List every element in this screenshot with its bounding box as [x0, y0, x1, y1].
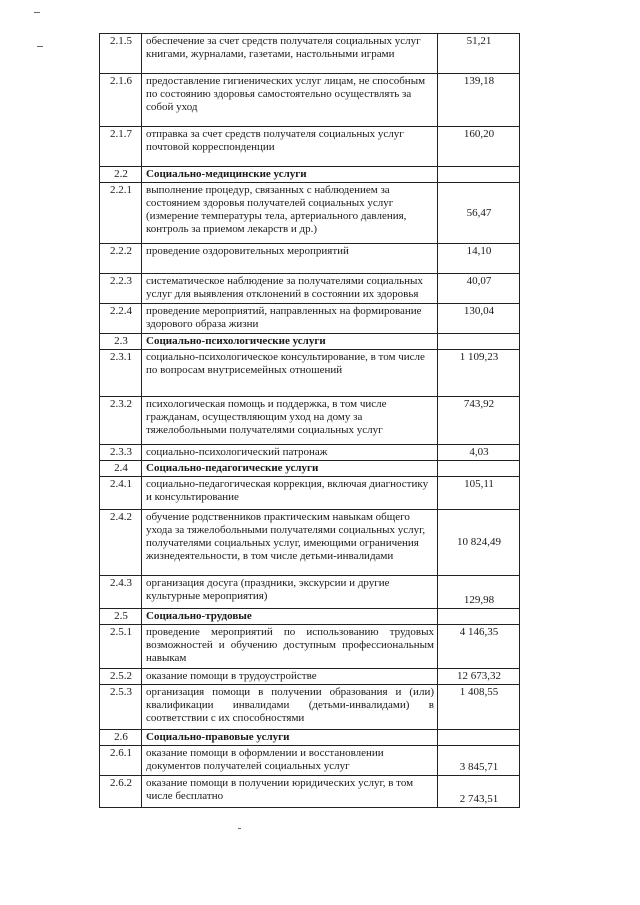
- row-number: 2.1.7: [100, 127, 142, 167]
- row-value: [438, 167, 520, 183]
- row-description: проведение оздоровительных мероприятий: [142, 244, 438, 274]
- table-row: [100, 350, 520, 397]
- row-value: 1 408,55: [438, 685, 520, 730]
- row-description: предоставление гигиенических услуг лицам, не способным по состоянию здоровья самостоятельно осуществлять за собой уход: [142, 74, 438, 127]
- table-row: [100, 183, 520, 244]
- row-description: организация помощи в получении образования и (или) квалификации инвалидами (детьми-инвалидами) в соответствии с их способностями: [142, 685, 438, 730]
- row-number: 2.2.4: [100, 304, 142, 334]
- table-row: [100, 576, 520, 609]
- row-number: 2.4.3: [100, 576, 142, 609]
- section-title: Социально-психологические услуги: [142, 334, 438, 350]
- row-description: психологическая помощь и поддержка, в том числе гражданам, осуществляющим уход на дому за тяжелобольными получателями социальных услуг: [142, 397, 438, 445]
- row-description: выполнение процедур, связанных с наблюдением за состоянием здоровья получателей социальных услуг (измерение температуры тела, артериального давления, контроль за приемом лекарств и др.): [142, 183, 438, 244]
- section-row: [100, 461, 520, 477]
- row-number: 2.4.1: [100, 477, 142, 510]
- row-value: 4,03: [438, 445, 520, 461]
- services-tariff-table: [99, 33, 520, 808]
- scan-mark: [238, 828, 241, 829]
- table-row: [100, 244, 520, 274]
- row-value: 10 824,49: [438, 510, 520, 576]
- row-number: 2.6.1: [100, 746, 142, 776]
- row-value: 129,98: [438, 576, 520, 609]
- row-number: 2.5.1: [100, 625, 142, 669]
- row-number: 2.2.1: [100, 183, 142, 244]
- row-value: 14,10: [438, 244, 520, 274]
- scan-mark: [37, 46, 43, 47]
- table-row: [100, 776, 520, 808]
- table-row: [100, 685, 520, 730]
- section-number: 2.5: [100, 609, 142, 625]
- row-value: 743,92: [438, 397, 520, 445]
- row-value: 1 109,23: [438, 350, 520, 397]
- row-value: 12 673,32: [438, 669, 520, 685]
- row-value: [438, 461, 520, 477]
- row-number: 2.2.2: [100, 244, 142, 274]
- table-row: [100, 510, 520, 576]
- section-row: [100, 609, 520, 625]
- row-value: 40,07: [438, 274, 520, 304]
- row-value: 130,04: [438, 304, 520, 334]
- section-title: Социально-правовые услуги: [142, 730, 438, 746]
- section-number: 2.6: [100, 730, 142, 746]
- row-number: 2.3.1: [100, 350, 142, 397]
- row-description: отправка за счет средств получателя социальных услуг почтовой корреспонденции: [142, 127, 438, 167]
- table-row: [100, 477, 520, 510]
- row-description: оказание помощи в получении юридических услуг, в том числе бесплатно: [142, 776, 438, 808]
- row-description: проведение мероприятий, направленных на формирование здорового образа жизни: [142, 304, 438, 334]
- section-row: [100, 167, 520, 183]
- row-description: социально-педагогическая коррекция, включая диагностику и консультирование: [142, 477, 438, 510]
- section-number: 2.3: [100, 334, 142, 350]
- table-row: [100, 669, 520, 685]
- section-title: Социально-трудовые: [142, 609, 438, 625]
- table-row: [100, 746, 520, 776]
- row-value: 3 845,71: [438, 746, 520, 776]
- table-row: [100, 274, 520, 304]
- table-row: [100, 445, 520, 461]
- row-value: [438, 609, 520, 625]
- table-row: [100, 74, 520, 127]
- row-value: 160,20: [438, 127, 520, 167]
- row-description: систематическое наблюдение за получателями социальных услуг для выявления отклонений в состоянии их здоровья: [142, 274, 438, 304]
- row-description: обучение родственников практическим навыкам общего ухода за тяжелобольными получателями социальных услуг, получателями социальных услуг, имеющими ограничения жизнедеятельности, в том числе детьми-инвалидами: [142, 510, 438, 576]
- row-number: 2.1.5: [100, 34, 142, 74]
- row-description: социально-психологический патронаж: [142, 445, 438, 461]
- row-description: социально-психологическое консультирование, в том числе по вопросам внутрисемейных отношений: [142, 350, 438, 397]
- section-row: [100, 334, 520, 350]
- row-number: 2.1.6: [100, 74, 142, 127]
- table-row: [100, 397, 520, 445]
- row-value: 2 743,51: [438, 776, 520, 808]
- row-value: 56,47: [438, 183, 520, 244]
- row-description: оказание помощи в оформлении и восстановлении документов получателей социальных услуг: [142, 746, 438, 776]
- row-number: 2.4.2: [100, 510, 142, 576]
- table-row: [100, 127, 520, 167]
- row-value: 105,11: [438, 477, 520, 510]
- table-row: [100, 625, 520, 669]
- section-number: 2.2: [100, 167, 142, 183]
- table-row: [100, 304, 520, 334]
- row-number: 2.5.2: [100, 669, 142, 685]
- section-number: 2.4: [100, 461, 142, 477]
- section-row: [100, 730, 520, 746]
- row-value: 4 146,35: [438, 625, 520, 669]
- section-title: Социально-медицинские услуги: [142, 167, 438, 183]
- row-description: организация досуга (праздники, экскурсии и другие культурные мероприятия): [142, 576, 438, 609]
- section-title: Социально-педагогические услуги: [142, 461, 438, 477]
- scan-mark: [34, 12, 40, 13]
- row-description: обеспечение за счет средств получателя социальных услуг книгами, журналами, газетами, настольными играми: [142, 34, 438, 74]
- row-number: 2.2.3: [100, 274, 142, 304]
- row-value: 51,21: [438, 34, 520, 74]
- row-value: [438, 730, 520, 746]
- row-number: 2.3.3: [100, 445, 142, 461]
- row-number: 2.3.2: [100, 397, 142, 445]
- row-description: оказание помощи в трудоустройстве: [142, 669, 438, 685]
- row-number: 2.6.2: [100, 776, 142, 808]
- row-value: [438, 334, 520, 350]
- row-number: 2.5.3: [100, 685, 142, 730]
- row-description: проведение мероприятий по использованию трудовых возможностей и обучению доступным профессиональным навыкам: [142, 625, 438, 669]
- table-row: [100, 34, 520, 74]
- row-value: 139,18: [438, 74, 520, 127]
